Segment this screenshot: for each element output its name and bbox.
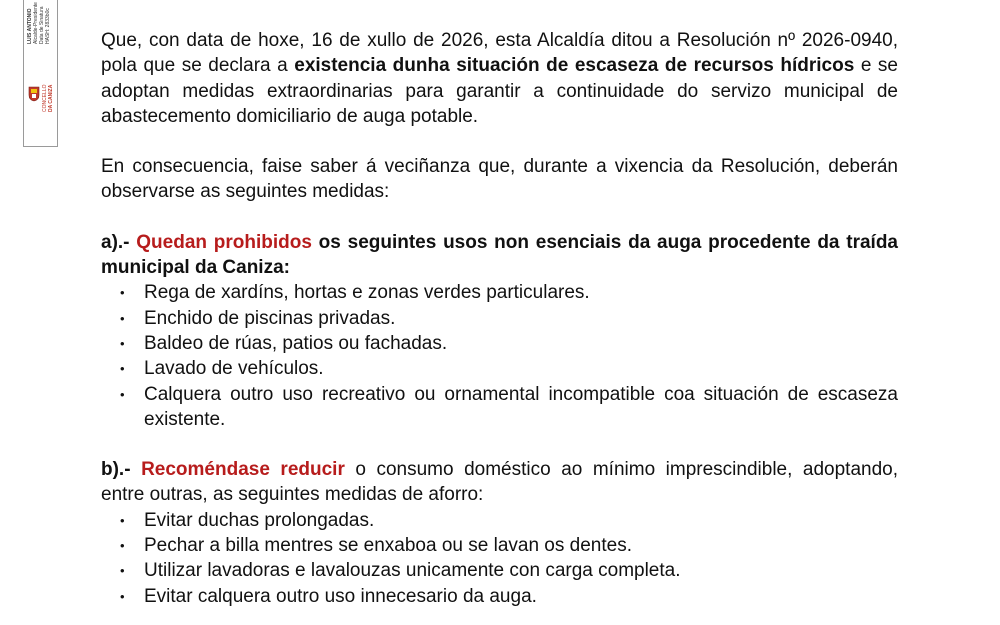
logo-text: DA CANIZA xyxy=(48,84,54,112)
list-item: • Utilizar lavadoras e lavalouzas unicamente con carga completa. xyxy=(101,558,898,583)
list-item: • Pechar a billa mentres se enxaboa ou se lavan os dentes. xyxy=(101,533,898,558)
section-b-text: o consumo doméstico ao mínimo imprescindible, adoptando, entre outras, as seguintes medidas de aforro: xyxy=(101,459,899,506)
saving-measures-list xyxy=(101,508,898,609)
list-item: • Enchido de piscinas privadas. xyxy=(101,306,898,331)
stamp-line: HASH: 2833b0c xyxy=(45,8,51,44)
list-item: • Calquera outro uso recreativo ou ornamental incompatible coa situación de escaseza existente. xyxy=(101,382,898,433)
consequence-paragraph: En consecuencia, faise saber á veciñanza que, durante a vixencia da Resolución, deberán observarse as seguintes medidas: xyxy=(101,156,898,203)
stamp-signature-text xyxy=(27,0,57,46)
intro-text: Que, con data de hoxe, 16 de xullo de 2026, esta Alcaldía ditou a Resolución nº 2026-0940, pola que se declara a xyxy=(101,30,898,77)
stamp-line: Alcalde-Presidente xyxy=(33,2,39,44)
section-b-highlight: Recoméndase reducir xyxy=(141,459,345,481)
stamp-line: LUIS ANTONIO xyxy=(27,8,33,44)
list-item: • Rega de xardíns, hortas e zonas verdes particulares. xyxy=(101,280,898,305)
intro-text-end: e se adoptan medidas extraordinarias para garantir a continuidade do servizo municipal de abastecemento domiciliario de auga potable. xyxy=(101,55,898,127)
prohibited-uses-list xyxy=(101,280,898,432)
section-a-prefix: a).- xyxy=(101,231,130,253)
section-a-text: os seguintes usos non esenciais da auga procedente da traída municipal da Caniza: xyxy=(101,231,898,279)
document-body xyxy=(101,28,898,609)
list-item: • Evitar duchas prolongadas. xyxy=(101,508,898,533)
list-item: • Lavado de vehículos. xyxy=(101,356,898,381)
section-b-prefix: b).- xyxy=(101,459,131,481)
section-a-heading xyxy=(101,230,898,281)
intro-paragraph xyxy=(101,28,898,129)
signature-stamp xyxy=(23,0,58,147)
coat-of-arms-icon xyxy=(28,86,40,102)
list-item: • Evitar calquera outro uso innecesario da auga. xyxy=(101,584,898,609)
list-item: • Baldeo de rúas, patios ou fachadas. xyxy=(101,331,898,356)
section-b-heading xyxy=(101,457,898,508)
stamp-line: Data de Sinatura xyxy=(39,6,45,44)
council-logo xyxy=(28,80,52,112)
section-a-highlight: Quedan prohibidos xyxy=(136,231,312,253)
logo-text: CONCELLO xyxy=(42,84,48,112)
intro-bold-text: existencia dunha situación de escaseza de recursos hídricos xyxy=(294,55,855,77)
